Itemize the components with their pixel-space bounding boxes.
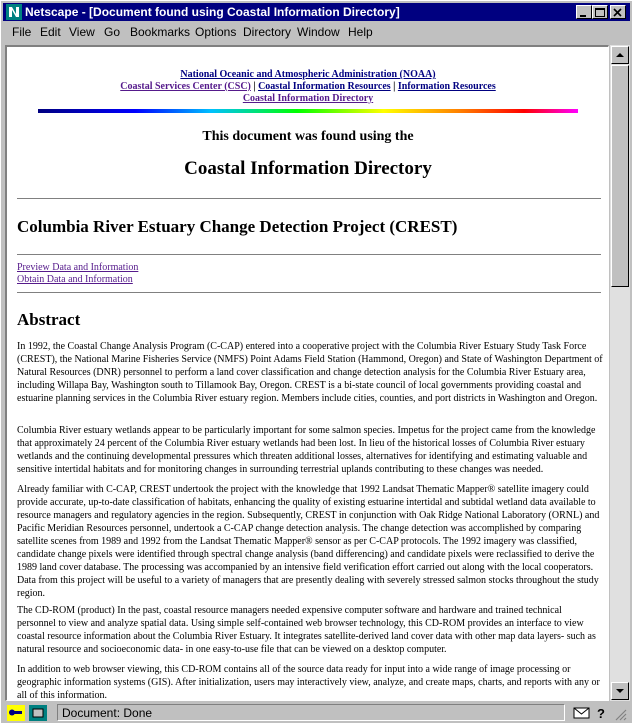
minimize-icon [577, 7, 591, 19]
abstract-paragraph-4: The CD-ROM (product) In the past, coastal resource managers needed expensive computer software and hardware and trained technical personnel to view and analyze spatial data. Using simple self-contained web browser technology, this CD-ROM provides an interface to view coastal resource information about the Columbia River Estuary. It integrates satellite-derived land cover data with other map data layers- such as natural resource and socioeconomic data- in one easy-to-use file that can be viewed on a desktop computer. [17, 605, 596, 655]
info-resources-link[interactable]: Information Resources [397, 81, 496, 92]
netscape-icon [6, 4, 22, 20]
rainbow-divider [38, 109, 578, 113]
scroll-thumb[interactable] [611, 65, 629, 287]
scroll-down-button[interactable] [611, 682, 629, 700]
arrow-down-icon [612, 683, 628, 699]
directory-title: Coastal Information Directory [184, 158, 432, 179]
data-links [17, 262, 138, 286]
abstract-paragraph-2: Columbia River estuary wetlands appear to be particularly important for some salmon species. Impetus for the project came from the knowledge that approximately 24 percent of the Columbia River estuary wetlands had been lost. In lieu of the historical losses of Columbia River estuary wetlands and the continuing developmental pressures which threaten additional losses, alternatives for identifying and estimating valuable and sensitive intertidal habitats and for monitoring changes in surrounding terrestrial uplands contributing to these changes was needed. [17, 425, 596, 475]
divider [17, 254, 601, 256]
status-text: Document: Done [57, 704, 565, 721]
csc-link[interactable]: Coastal Services Center (CSC) [120, 81, 251, 92]
menu-edit[interactable]: Edit [40, 25, 61, 39]
link-separator: | [393, 81, 396, 92]
vertical-scrollbar[interactable] [610, 45, 630, 701]
menu-go[interactable]: Go [104, 25, 121, 39]
close-icon [611, 7, 625, 19]
menu-window[interactable]: Window [297, 25, 340, 39]
menu-directory[interactable]: Directory [243, 25, 292, 39]
svg-text:?: ? [597, 706, 605, 720]
menu-bookmarks[interactable]: Bookmarks [130, 25, 191, 39]
menu-bar [3, 22, 630, 42]
menu-help[interactable]: Help [348, 25, 373, 39]
coastal-info-resources-link[interactable]: Coastal Information Resources [258, 81, 391, 92]
connection-icon [29, 705, 47, 721]
divider [17, 198, 601, 200]
help-question-icon[interactable] [594, 706, 608, 720]
close-button[interactable] [610, 5, 626, 19]
abstract-heading: Abstract [17, 310, 81, 329]
arrow-up-icon [612, 47, 628, 63]
divider [17, 292, 601, 294]
maximize-button[interactable] [592, 5, 608, 19]
link-separator: | [253, 81, 256, 92]
title-bar[interactable] [3, 3, 630, 21]
preview-data-link[interactable]: Preview Data and Information [17, 262, 139, 273]
abstract-paragraph-3: Already familiar with C-CAP, CREST undertook the project with the knowledge that 1992 Landsat Thematic Mapper® satellite imagery could provide accurate, up-to-date classification of habitats, enhancing the quality of existing estuarine intertidal and subtidal wetland data available to resource managers and regulatory agencies in the region. Subsequently, CREST in conjunction with Oak Ridge National Laboratory (ORNL) and Pacific Meridian Resources personnel, undertook a C-CAP change detection analysis. The change detection was accomplished by comparing satellite scenes from 1989 and 1992 from the Landsat Thematic Mapper® sensor as per C-CAP protocols. The 1992 imagery was classified, candidate change pixels were identified through spectral change analysis (band differencing) and candidate pixels were reclassified to derive the 1989 land cover database. The processing was accompanied by an intensive field verification effort carried out along with the local cooperators. Data from this project will be useful to a variety of managers that are presently dealing with severely stressed salmon stocks throughout the study region. [17, 484, 600, 599]
obtain-data-link[interactable]: Obtain Data and Information [17, 274, 133, 285]
security-key-icon[interactable] [7, 705, 25, 721]
found-using-text: This document was found using the [202, 129, 414, 144]
menu-options[interactable]: Options [195, 25, 237, 39]
minimize-button[interactable] [576, 5, 592, 19]
mail-icon[interactable] [573, 706, 591, 720]
page-content [5, 45, 609, 701]
window-title: Netscape - [Document found using Coastal Information Directory] [25, 5, 400, 19]
maximize-icon [593, 7, 607, 19]
scroll-up-button[interactable] [611, 46, 629, 64]
menu-view[interactable]: View [69, 25, 95, 39]
abstract-paragraph-1: In 1992, the Coastal Change Analysis Program (C-CAP) entered into a cooperative project with the Columbia River Estuary Study Task Force (CREST), the National Marine Fisheries Service (NMFS) Point Adams Field Station (Hammond, Oregon) and State of Washington Department of Natural Resources (DNR) personnel to perform a land cover classification and change detection analysis for the Columbia River Estuary area, including Willapa Bay, Washington south to Tillamook Bay, Oregon. CREST is a bi-state council of local governments providing coastal and estuarine planning services in the Columbia River estuary region. Members include cities, counties, and port districts in Washington and Oregon. [17, 341, 603, 404]
status-bar [3, 703, 630, 723]
cid-link[interactable]: Coastal Information Directory [242, 93, 374, 104]
menu-file[interactable]: File [12, 25, 32, 39]
header-links [7, 69, 609, 105]
project-title: Columbia River Estuary Change Detection Project (CREST) [17, 217, 458, 236]
abstract-paragraph-5: In addition to web browser viewing, this CD-ROM contains all of the source data ready for input into a wide range of image processing or geographic information systems (GIS). After initialization, users may interactively view, analyze, and create maps, charts, and reports with any or all of this information. [17, 664, 600, 701]
noaa-link[interactable]: National Oceanic and Atmospheric Administration (NOAA) [180, 69, 436, 80]
resize-grip-icon[interactable] [613, 707, 627, 721]
